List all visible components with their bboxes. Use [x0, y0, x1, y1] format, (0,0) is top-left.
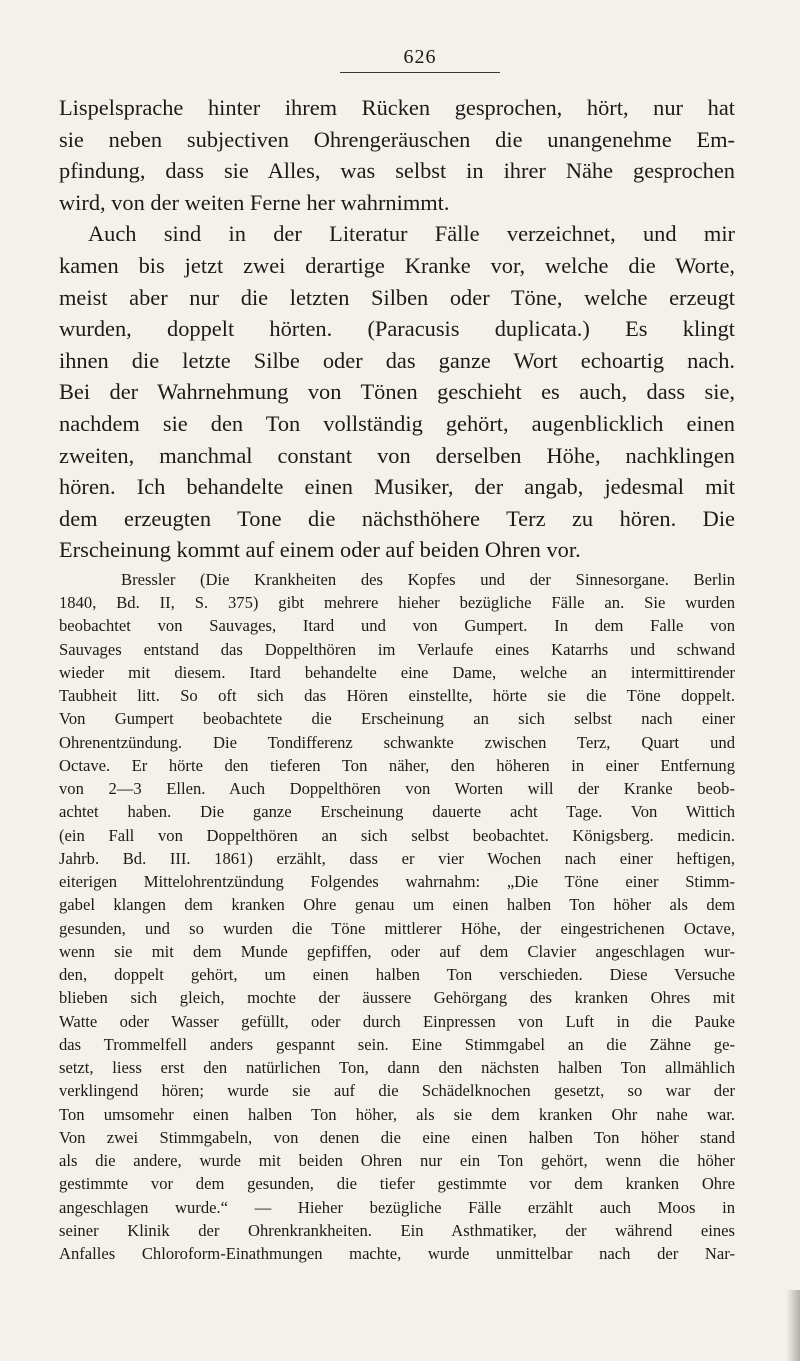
small-print-line: Watte oder Wasser gefüllt, oder durch Einpressen von Luft in die Pauke — [59, 1011, 735, 1031]
body-text — [59, 92, 735, 1265]
paragraph-line: zweiten, manchmal constant von derselben Höhe, nachklingen — [59, 442, 735, 468]
small-print-line: wenn sie mit dem Munde gepfiffen, oder auf dem Clavier angeschlagen wur- — [59, 941, 735, 961]
main-paragraphs — [59, 92, 735, 566]
page-number: 626 — [403, 46, 437, 68]
paragraph-line: ihnen die letzte Silbe oder das ganze Wort echoartig nach. — [59, 347, 735, 373]
small-print-line: Octave. Er hörte den tieferen Ton näher, den höheren in einer Entfernung — [59, 755, 735, 775]
paragraph-line: wurden, doppelt hörten. (Paracusis duplicata.) Es klingt — [59, 316, 735, 342]
small-print-line: Ohrenentzündung. Die Tondifferenz schwankte zwischen Terz, Quart und — [59, 732, 735, 752]
paragraph-line: Lispelsprache hinter ihrem Rücken gesprochen, hört, nur hat — [59, 95, 735, 120]
paragraph-line: Bei der Wahrnehmung von Tönen geschieht es auch, dass sie, — [59, 379, 735, 405]
paragraph-line: dem erzeugten Tone die nächsthöhere Terz zu hören. Die — [59, 505, 735, 531]
small-print-line: von 2—3 Ellen. Auch Doppelthören von Worten will der Kranke beob- — [59, 779, 735, 799]
paragraph-line: Erscheinung kommt auf einem oder auf beiden Ohren vor. — [59, 537, 581, 563]
small-print-line: gabel klangen dem kranken Ohre genau um einen halben Ton höher als dem — [59, 895, 735, 915]
paragraph-line: sie neben subjectiven Ohrengeräuschen die unangenehme Em- — [59, 126, 735, 152]
small-print-line: gestimmte vor dem gesunden, die tiefer gestimmte vor dem kranken Ohre — [59, 1174, 735, 1194]
small-print-line: beobachtet von Sauvages, Itard und von Gumpert. In dem Falle von — [59, 616, 735, 636]
paragraph-line: wird, von der weiten Ferne her wahrnimmt. — [59, 189, 450, 215]
page-edge-shadow — [786, 1290, 800, 1361]
small-print-line: Bressler (Die Krankheiten des Kopfes und der Sinnesorgane. Berlin — [121, 569, 735, 589]
small-print-line: 1840, Bd. II, S. 375) gibt mehrere hieher bezügliche Fälle an. Sie wurden — [59, 593, 735, 613]
small-print-line: (ein Fall von Doppelthören an sich selbst beobachtet. Königsberg. medicin. — [59, 825, 735, 845]
paragraph-line: kamen bis jetzt zwei derartige Kranke vor, welche die Worte, — [59, 252, 735, 278]
small-print-line: Von Gumpert beobachtete die Erscheinung an sich selbst nach einer — [59, 709, 735, 729]
small-print-line: wieder mit diesem. Itard behandelte eine Dame, welche an intermittirender — [59, 662, 735, 682]
small-print-line: angeschlagen wurde.“ — Hieher bezügliche Fälle erzählt auch Moos in — [59, 1197, 735, 1217]
small-print-line: Sauvages entstand das Doppelthören im Verlaufe eines Katarrhs und schwand — [59, 639, 735, 659]
small-print-line: den, doppelt gehört, um einen halben Ton verschieden. Diese Versuche — [59, 965, 735, 985]
small-print-line: Anfalles Chloroform-Einathmungen machte, wurde unmittelbar nach der Nar- — [59, 1244, 735, 1264]
small-print-line: das Trommelfell anders gespannt sein. Eine Stimmgabel an die Zähne ge- — [59, 1034, 735, 1054]
paragraph-line: Auch sind in der Literatur Fälle verzeichnet, und mir — [88, 221, 735, 247]
small-print-paragraph — [59, 568, 735, 1266]
small-print-line: als die andere, wurde mit beiden Ohren nur ein Ton gehört, wenn die höher — [59, 1151, 735, 1171]
small-print-line: eiterigen Mittelohrentzündung Folgendes wahrnahm: „Die Töne einer Stimm- — [59, 872, 735, 892]
paragraph-line: meist aber nur die letzten Silben oder Töne, welche erzeugt — [59, 284, 735, 310]
small-print-line: Taubheit litt. So oft sich das Hören einstellte, hörte sie die Töne doppelt. — [59, 686, 735, 706]
small-print-line: gesunden, und so wurden die Töne mittlerer Höhe, der eingestrichenen Octave, — [59, 918, 735, 938]
small-print-line: Von zwei Stimmgabeln, von denen die eine einen halben Ton höher stand — [59, 1127, 735, 1147]
paragraph-line: pfindung, dass sie Alles, was selbst in ihrer Nähe gesprochen — [59, 158, 735, 184]
small-print-line: verklingend hören; wurde sie auf die Schädelknochen gesetzt, so war der — [59, 1081, 735, 1101]
paragraph-line: hören. Ich behandelte einen Musiker, der angab, jedesmal mit — [59, 474, 735, 500]
small-print-line: setzt, liess erst den natürlichen Ton, dann den nächsten halben Ton allmählich — [59, 1058, 735, 1078]
small-print-line: Jahrb. Bd. III. 1861) erzählt, dass er vier Wochen nach einer heftigen, — [59, 848, 735, 868]
small-print-line: seiner Klinik der Ohrenkrankheiten. Ein Asthmatiker, der während eines — [59, 1220, 735, 1240]
paragraph-line: nachdem sie den Ton vollständig gehört, augenblicklich einen — [59, 410, 735, 436]
page-number-rule — [340, 72, 500, 73]
small-print-line: achtet haben. Die ganze Erscheinung dauerte acht Tage. Von Wittich — [59, 802, 735, 822]
small-print-line: Ton umsomehr einen halben Ton höher, als sie dem kranken Ohr nahe war. — [59, 1104, 735, 1124]
small-print-line: blieben sich gleich, mochte der äussere Gehörgang des kranken Ohres mit — [59, 988, 735, 1008]
